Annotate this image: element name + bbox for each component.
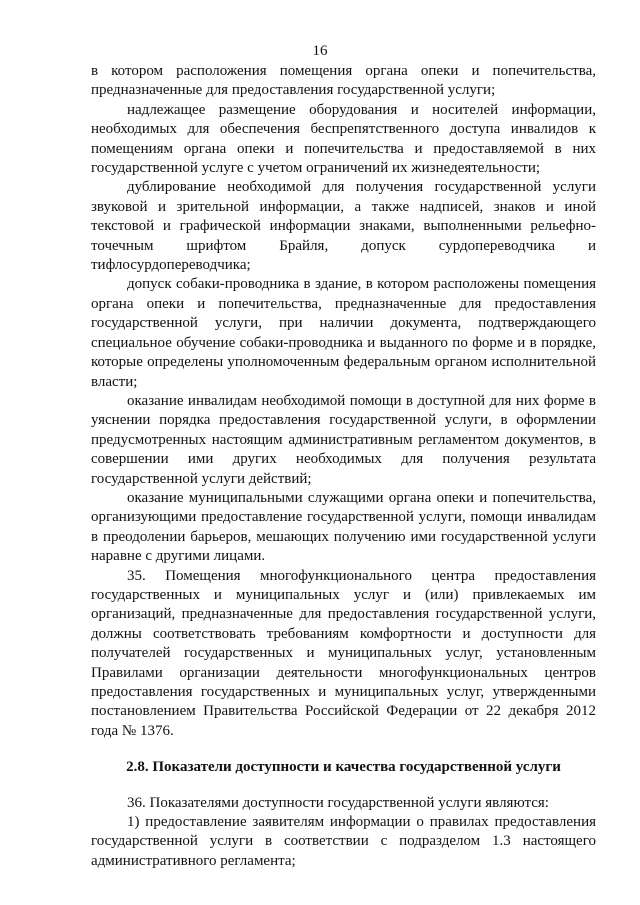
- paragraph: оказание муниципальными служащими органа опеки и попечительства, организующими предоставление государственной услуги, помощи инвалидам в преодолении барьеров, мешающих получению ими государственной услуги наравне с другими лицами.: [91, 489, 596, 565]
- paragraph: надлежащее размещение оборудования и носителей информации, необходимых для обеспечения беспрепятственного доступа инвалидов к помещениям органа опеки и попечительства и предоставляемой в них государственной услуге с учетом ограничений их жизнедеятельности;: [91, 101, 596, 177]
- paragraph: оказание инвалидам необходимой помощи в доступной для них форме в уяснении порядка предоставления государственной услуги, в оформлении предусмотренных настоящим административным регламентом документов, в совершении ими других необходимых для получения результата государственной услуги действий;: [91, 392, 596, 487]
- document-body: [91, 62, 596, 871]
- page-number: 16: [312, 43, 328, 59]
- section-heading: 2.8. Показатели доступности и качества государственной услуги: [126, 759, 561, 776]
- paragraph: в котором расположения помещения органа опеки и попечительства, предназначенные для предоставления государственной услуги;: [91, 63, 596, 99]
- paragraph: 1) предоставление заявителям информации о правилах предоставления государственной услуги в соответствии с подразделом 1.3 настоящего административного регламента;: [91, 814, 596, 869]
- paragraph: 36. Показателями доступности государственной услуги являются:: [127, 794, 549, 811]
- paragraph: 35. Помещения многофункционального центра предоставления государственных и муниципальных услуг и (или) привлекаемых им организаций, предназначенные для предоставления государственной услуги, должны соответствовать требованиям комфортности и доступности для получателей государственных и муниципальных услуг, установленным Правилами организации деятельности многофункциональных центров предоставления государственных и муниципальных услуг, утвержденными постановлением Правительства Российской Федерации от 22 декабря 2012 года № 1376.: [91, 567, 596, 739]
- paragraph: допуск собаки-проводника в здание, в котором расположены помещения органа опеки и попечительства, предназначенные для предоставления государственной услуги, при наличии документа, подтверждающего специальное обучение собаки-проводника и выданного по форме и в порядке, которые определены уполномоченным федеральным органом исполнительной власти;: [91, 276, 596, 390]
- paragraph: дублирование необходимой для получения государственной услуги звуковой и зрительной информации, а также надписей, знаков и иной текстовой и графической информации знаками, выполненными рельефно-точечным шрифтом Брайля, допуск сурдопереводчика и тифлосурдопереводчика;: [91, 179, 596, 274]
